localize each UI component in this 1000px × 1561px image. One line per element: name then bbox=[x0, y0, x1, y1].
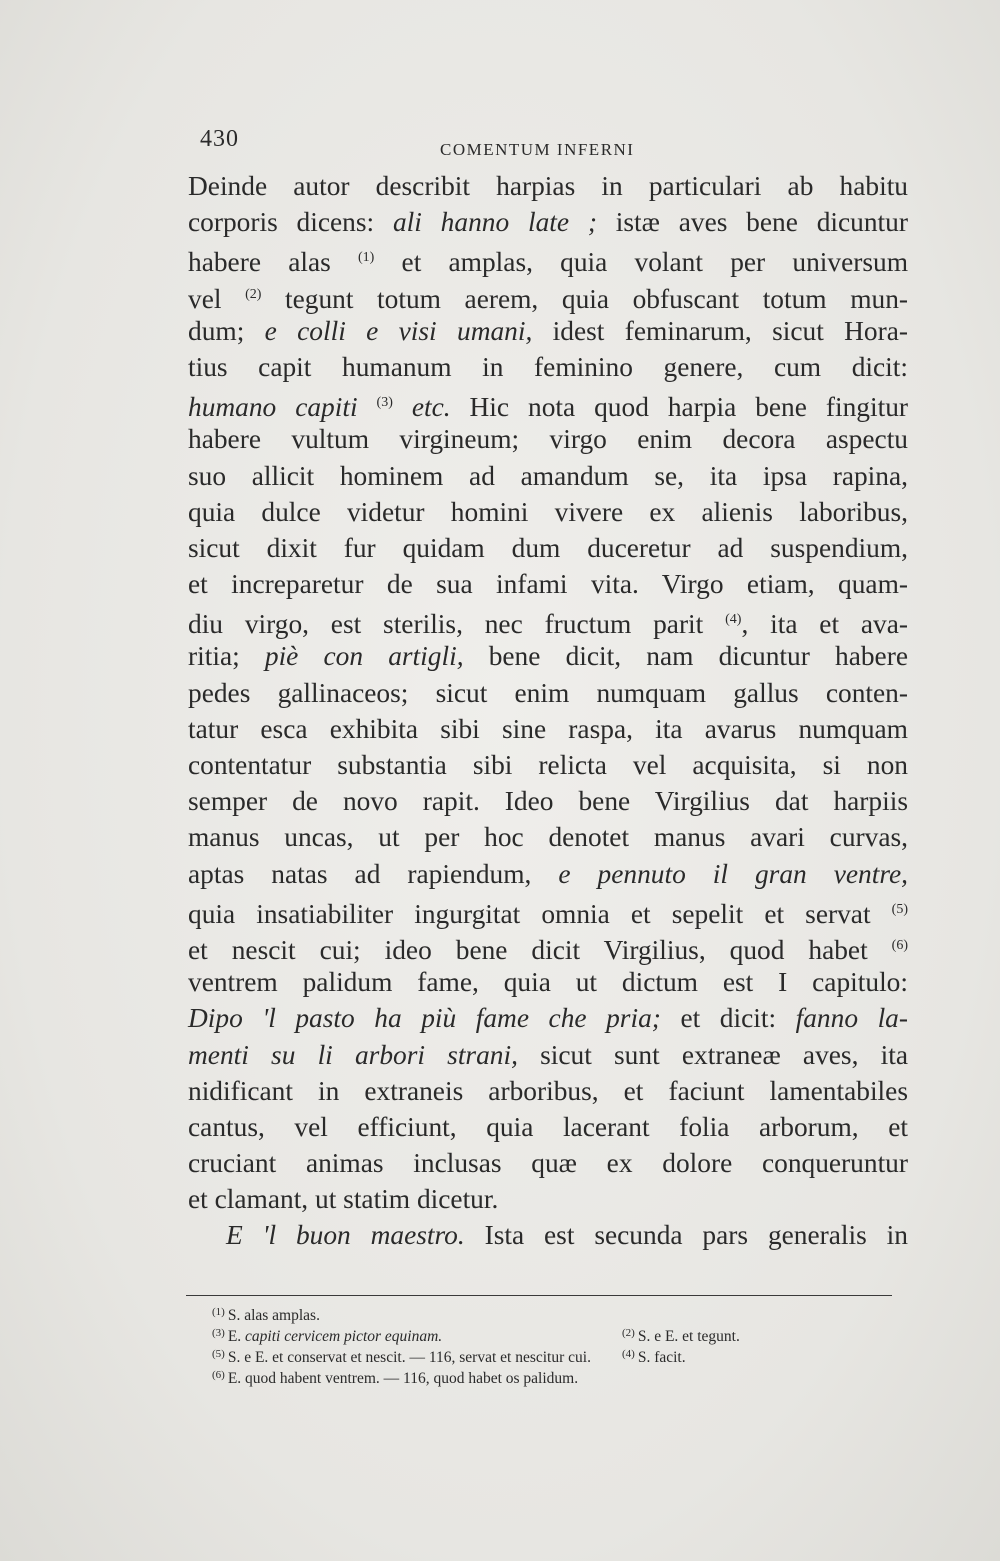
text-line bbox=[188, 892, 908, 928]
footnote-left bbox=[212, 1370, 578, 1387]
text-line bbox=[188, 494, 908, 530]
text-run: Hic nota quod harpia bene fingitur bbox=[450, 392, 909, 423]
italic-quote: etc. bbox=[411, 392, 451, 423]
footnote-ref: (2) bbox=[245, 286, 262, 302]
text-line bbox=[188, 711, 908, 747]
footnote-number: (6) bbox=[212, 1369, 225, 1381]
text-run: tius capit humanum in feminino genere, cum dicit: bbox=[188, 351, 908, 382]
text-run: sicut dixit fur quidam dum duceretur ad suspendium, bbox=[188, 532, 908, 563]
footnote-text: S. facit. bbox=[637, 1349, 686, 1366]
text-run: ventrem palidum fame, quia ut dictum est I capitulo: bbox=[188, 967, 908, 998]
italic-quote: e colli e visi umani, bbox=[264, 315, 533, 346]
text-run: istæ aves bene dicuntur bbox=[596, 207, 908, 238]
footnote-row bbox=[212, 1365, 812, 1386]
text-run: et dicit: bbox=[660, 1003, 796, 1034]
page-number: 430 bbox=[200, 126, 239, 152]
text-run: et clamant, ut statim dicetur. bbox=[188, 1184, 499, 1215]
text-line bbox=[188, 783, 908, 819]
text-run: idest feminarum, sicut Hora- bbox=[532, 315, 909, 346]
footnote-row bbox=[212, 1344, 812, 1365]
italic-quote: E 'l buon maestro. bbox=[226, 1220, 465, 1251]
footnote-rule bbox=[186, 1295, 892, 1296]
text-run: et nescit cui; ideo bene dicit Virgilius, quod habet bbox=[188, 934, 892, 965]
text-line bbox=[188, 747, 908, 783]
text-line bbox=[188, 1037, 908, 1073]
text-run: cruciant animas inclusas quæ ex dolore conqueruntur bbox=[188, 1148, 908, 1179]
text-run: contentatur substantia sibi relicta vel acquisita, si non bbox=[188, 750, 908, 780]
text-run: , ita et ava- bbox=[741, 609, 909, 640]
text-run: vel bbox=[188, 283, 246, 314]
text-run: tegunt totum aerem, quia obfuscant totum mun- bbox=[261, 283, 909, 314]
footnote-ref: (3) bbox=[376, 395, 393, 411]
italic-quote: humano capiti bbox=[188, 392, 358, 423]
footnote-number: (4) bbox=[622, 1348, 635, 1360]
footnote-left bbox=[212, 1349, 591, 1366]
text-line bbox=[188, 1073, 908, 1109]
footnote-number: (5) bbox=[212, 1348, 225, 1360]
text-run bbox=[358, 392, 377, 422]
text-line bbox=[188, 1000, 908, 1036]
text-line bbox=[188, 458, 908, 494]
text-line bbox=[188, 240, 908, 276]
footnote-source: E. bbox=[227, 1328, 246, 1345]
italic-quote: Dipo 'l pasto ha più fame che pria; bbox=[188, 1003, 661, 1034]
footnote-ref: (4) bbox=[725, 612, 742, 628]
footnote-text: S. e E. et conservat et nescit. — 116, servat et nescitur cui. bbox=[227, 1349, 591, 1366]
text-line bbox=[188, 204, 908, 240]
text-run: quia dulce videtur homini vivere ex alienis laboribus, bbox=[188, 496, 908, 527]
text-line bbox=[188, 421, 908, 457]
text-line bbox=[188, 1181, 908, 1217]
text-run: bene dicit, nam dicuntur habere bbox=[463, 641, 908, 672]
text-line bbox=[188, 349, 908, 385]
italic-quote: e pennuto il gran ventre, bbox=[558, 858, 908, 889]
text-run: cantus, vel efficiunt, quia lacerant folia arborum, et bbox=[188, 1111, 908, 1142]
text-run: ritia; bbox=[188, 641, 265, 672]
italic-quote: ali hanno late ; bbox=[392, 207, 597, 238]
footnote-number: (1) bbox=[212, 1306, 225, 1318]
text-line bbox=[188, 385, 908, 421]
text-run: aptas natas ad rapiendum, bbox=[188, 858, 559, 889]
text-run: sicut sunt extraneæ aves, ita bbox=[517, 1039, 908, 1070]
italic-quote: menti su li arbori strani, bbox=[188, 1039, 518, 1070]
footnote-ref: (6) bbox=[891, 937, 908, 953]
footnote-text: E. quod habent ventrem. — 116, quod habet os palidum. bbox=[227, 1370, 579, 1387]
text-line bbox=[188, 566, 908, 602]
italic-quote: piè con artigli, bbox=[264, 641, 464, 672]
footnote-left bbox=[212, 1307, 320, 1324]
footnote-number: (3) bbox=[212, 1327, 225, 1339]
text-run: corporis dicens: bbox=[188, 207, 393, 238]
footnote-row bbox=[212, 1323, 812, 1344]
text-run: habere alas bbox=[188, 247, 358, 278]
text-line bbox=[188, 1109, 908, 1145]
footnotes bbox=[212, 1302, 812, 1386]
text-line bbox=[188, 819, 908, 855]
text-run: Ista est secunda pars generalis in bbox=[464, 1220, 908, 1251]
footnote-row bbox=[212, 1302, 812, 1323]
text-run: suo allicit hominem ad amandum se, ita ipsa rapina, bbox=[188, 460, 908, 491]
text-run: tatur esca exhibita sibi sine raspa, ita avarus numquam bbox=[188, 713, 908, 744]
text-line bbox=[188, 638, 908, 674]
text-line bbox=[188, 964, 908, 1000]
footnote-number: (2) bbox=[622, 1327, 635, 1339]
footnote-left bbox=[212, 1328, 442, 1345]
text-run bbox=[393, 392, 412, 422]
text-line bbox=[188, 1217, 908, 1253]
footnote-ref: (1) bbox=[358, 250, 375, 266]
text-run: habere vultum virgineum; virgo enim decora aspectu bbox=[188, 424, 908, 455]
text-run: semper de novo rapit. Ideo bene Virgilius dat harpiis bbox=[188, 786, 908, 817]
text-run: manus uncas, ut per hoc denotet manus avari curvas, bbox=[188, 822, 908, 853]
footnote-text: S. e E. et tegunt. bbox=[637, 1328, 740, 1345]
main-text bbox=[188, 168, 908, 1254]
text-run: et amplas, quia volant per universum bbox=[374, 247, 909, 278]
text-run: pedes gallinaceos; sicut enim numquam gallus conten- bbox=[188, 677, 908, 708]
text-line bbox=[188, 168, 908, 204]
text-run: diu virgo, est sterilis, nec fructum parit bbox=[188, 609, 726, 640]
footnote-text: capiti cervicem pictor equinam. bbox=[245, 1328, 443, 1345]
text-line bbox=[188, 277, 908, 313]
footnote-ref: (5) bbox=[891, 901, 908, 917]
text-line bbox=[188, 928, 908, 964]
text-run: et increparetur de sua infami vita. Virgo etiam, quam- bbox=[188, 569, 908, 600]
text-line bbox=[188, 675, 908, 711]
text-run: nidificant in extraneis arboribus, et faciunt lamentabiles bbox=[188, 1075, 908, 1106]
text-run: quia insatiabiliter ingurgitat omnia et sepelit et servat bbox=[188, 898, 892, 929]
text-line bbox=[188, 1145, 908, 1181]
text-line bbox=[188, 313, 908, 349]
italic-quote: fanno la- bbox=[795, 1003, 908, 1034]
footnote-text: S. alas amplas. bbox=[227, 1307, 320, 1324]
text-line bbox=[188, 602, 908, 638]
text-line bbox=[188, 856, 908, 892]
text-run: Deinde autor describit harpias in particulari ab habitu bbox=[188, 171, 908, 201]
running-head: COMENTUM INFERNI bbox=[440, 140, 635, 159]
text-line bbox=[188, 530, 908, 566]
page-header bbox=[200, 126, 910, 162]
text-run: dum; bbox=[188, 315, 265, 346]
